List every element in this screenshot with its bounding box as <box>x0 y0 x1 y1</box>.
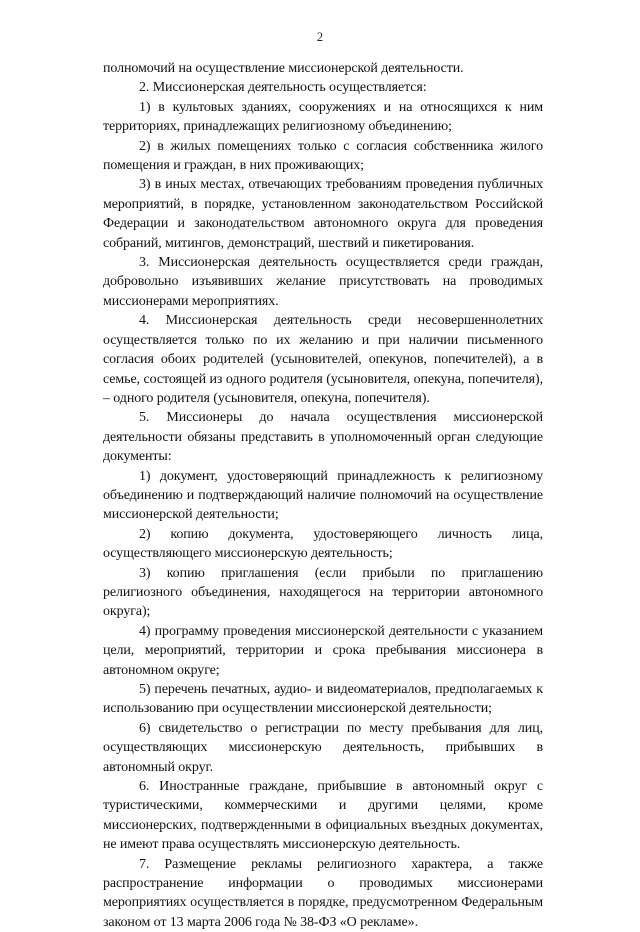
page-number: 2 <box>316 30 324 44</box>
paragraph: 4. Миссионерская деятельность среди несовершеннолетних осуществляется только по их желанию и при наличии письменного согласия обоих родителей (усыновителей, опекунов, попечителей), а в семье, состоящей из одного родителя (усыновителя, опекуна, попечителя), – одного родителя (усыновителя, опекуна, попечителя). <box>103 313 543 406</box>
document-body <box>103 59 543 932</box>
paragraph: 2) в жилых помещениях только с согласия собственника жилого помещения и граждан, в них проживающих; <box>103 138 543 174</box>
paragraph: 6) свидетельство о регистрации по месту пребывания для лиц, осуществляющих миссионерскую деятельность, прибывших в автономный округ. <box>103 720 543 775</box>
paragraph: 7. Размещение рекламы религиозного характера, а также распространение информации о проводимых миссионерами мероприятиях осуществляется в порядке, предусмотренном Федеральным законом от 13 марта 2006 года № 38-ФЗ «О рекламе». <box>103 856 543 930</box>
paragraph: 1) документ, удостоверяющий принадлежность к религиозному объединению и подтверждающий наличие полномочий на осуществление миссионерской деятельности; <box>103 468 543 523</box>
paragraph: 1) в культовых зданиях, сооружениях и на относящихся к ним территориях, принадлежащих религиозному объединению; <box>103 99 543 135</box>
paragraph: 3) копию приглашения (если прибыли по приглашению религиозного объединения, находящегося на территории автономного округа); <box>103 565 543 620</box>
paragraph: 2) копию документа, удостоверяющего личность лица, осуществляющего миссионерскую деятельность; <box>103 526 543 562</box>
paragraph: 5. Миссионеры до начала осуществления миссионерской деятельности обязаны представить в уполномоченный орган следующие документы: <box>103 410 543 465</box>
paragraph: полномочий на осуществление миссионерской деятельности. <box>103 61 464 76</box>
paragraph: 5) перечень печатных, аудио- и видеоматериалов, предполагаемых к использованию при осуществлении миссионерской деятельности; <box>103 682 543 717</box>
paragraph: 3) в иных местах, отвечающих требованиям проведения публичных мероприятий, в порядке, установленном законодательством Российской Федерации и законодательством автономного округа для проведения собраний, митингов, демонстраций, шествий и пикетирования. <box>103 177 543 251</box>
paragraph: 4) программу проведения миссионерской деятельности с указанием цели, мероприятий, территории и срока пребывания миссионера в автономном округе; <box>103 623 543 678</box>
paragraph: 2. Миссионерская деятельность осуществляется: <box>139 80 427 96</box>
paragraph: 3. Миссионерская деятельность осуществляется среди граждан, добровольно изъявивших желание присутствовать на проводимых миссионерами мероприятиях. <box>103 255 543 309</box>
paragraph: 6. Иностранные граждане, прибывшие в автономный округ с туристическими, коммерческими и другими целями, кроме миссионерских, подтвержденными в официальных въездных документах, не имеют права осуществлять миссионерскую деятельность. <box>103 779 543 853</box>
